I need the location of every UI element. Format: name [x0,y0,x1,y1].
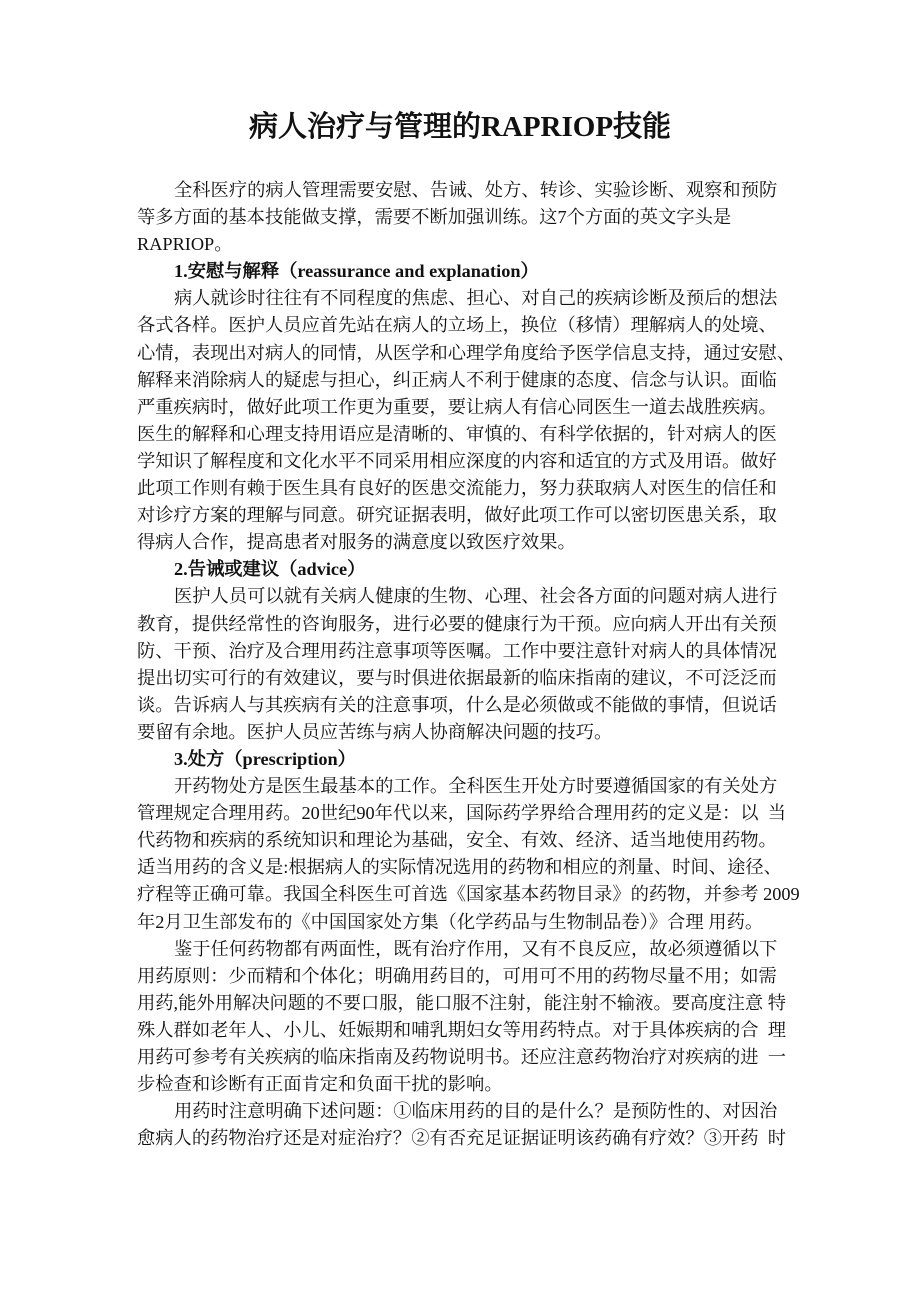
text-line: 管理规定合理用药。20世纪90年代以来，国际药学界给合理用药的定义是：以 当 [137,803,786,824]
paragraph [137,583,817,746]
text-line: 用药,能外用解决问题的不要口服，能口服不注射，能注射不输液。要高度注意 特 [137,992,786,1013]
text-line: 殊人群如老年人、小儿、妊娠期和哺乳期妇女等用药特点。对于具体疾病的合 理 [137,1019,786,1040]
text-line: 开药物处方是医生最基本的工作。全科医生开处方时要遵循国家的有关处方 [174,776,778,797]
text-line: 用药原则：少而精和个体化；明确用药目的，可用可不用的药物尽量不用；如需 [137,965,777,986]
section-heading [137,258,817,285]
section-heading [137,746,817,773]
text-line: 医生的解释和心理支持用语应是清晰的、审慎的、有科学依据的，针对病人的医 [137,423,777,444]
text-line: 教育，提供经常性的咨询服务，进行必要的健康行为干预。应向病人开出有关预 [137,613,777,634]
paragraph [137,773,817,936]
text-line: 适当用药的含义是:根据病人的实际情况选用的药物和相应的剂量、时间、途径、 [137,857,782,878]
text-line: 代药物和疾病的系统知识和理论为基础，安全、有效、经济、适当地使用药物。 [137,830,777,851]
text-line: 对诊疗方案的理解与同意。研究证据表明，做好此项工作可以密切医患关系，取 [137,505,777,526]
paragraph [137,285,817,556]
document-body [137,177,817,1152]
text-line: 用药时注意明确下述问题：①临床用药的目的是什么？是预防性的、对因治 [174,1101,778,1122]
paragraph [137,1098,817,1152]
text-line: 年2月卫生部发布的《中国国家处方集（化学药品与生物制品卷）》合理 用药。 [137,911,764,932]
text-line: 严重疾病时，做好此项工作更为重要，要让病人有信心同医生一道去战胜疾病。 [137,396,777,417]
document-title: 病人治疗与管理的RAPRIOP技能 [248,111,672,143]
text-line: 心情，表现出对病人的同情，从医学和心理学角度给予医学信息支持，通过安慰、 [137,342,796,363]
text-line: 疗程等正确可靠。我国全科医生可首选《国家基本药物目录》的药物，并参考 2009 [137,884,800,905]
text-line: 此项工作则有赖于医生具有良好的医患交流能力，努力获取病人对医生的信任和 [137,478,777,499]
section-heading [137,556,817,583]
text-line: 步检查和诊断有正面肯定和负面干扰的影响。 [137,1074,503,1095]
text-line: 医护人员可以就有关病人健康的生物、心理、社会各方面的问题对病人进行 [174,586,778,607]
text-line: 病人就诊时往往有不同程度的焦虑、担心、对自己的疾病诊断及预后的想法 [174,288,778,309]
paragraph [137,936,817,1099]
text-line: 1.安慰与解释（reassurance and explanation） [174,261,539,282]
text-line: 3.处方（prescription） [174,748,356,769]
text-line: 要留有余地。医护人员应苦练与病人协商解决问题的技巧。 [137,721,613,742]
text-line: 谈。告诉病人与其疾病有关的注意事项，什么是必须做或不能做的事情，但说话 [137,694,777,715]
text-line: 提出切实可行的有效建议，要与时俱进依据最新的临床指南的建议，不可泛泛而 [137,667,777,688]
text-line: 用药可参考有关疾病的临床指南及药物说明书。还应注意药物治疗对疾病的进 一 [137,1047,786,1067]
text-line: 全科医疗的病人管理需要安慰、告诫、处方、转诊、实验诊断、观察和预防 [174,180,778,200]
text-line: 解释来消除病人的疑虑与担心，纠正病人不利于健康的态度、信念与认识。面临 [137,369,777,390]
paragraph [137,177,817,258]
text-line: 学知识了解程度和文化水平不同采用相应深度的内容和适宜的方式及用语。做好 [137,450,777,471]
text-line: 防、干预、治疗及合理用药注意事项等医嘱。工作中要注意针对病人的具体情况 [137,640,777,661]
text-line: 各式各样。医护人员应首先站在病人的立场上，换位（移情）理解病人的处境、 [137,315,777,336]
text-line: 2.告诫或建议（advice） [174,559,366,580]
text-line: RAPRIOP。 [137,234,233,255]
text-line: 鉴于任何药物都有两面性，既有治疗作用，又有不良反应，故必须遵循以下 [174,938,778,959]
text-line: 等多方面的基本技能做支撑，需要不断加强训练。这7个方面的英文字头是 [137,207,732,228]
text-line: 得病人合作，提高患者对服务的满意度以致医疗效果。 [137,532,576,553]
text-line: 愈病人的药物治疗还是对症治疗？②有否充足证据证明该药确有疗效？③开药 时 [137,1128,786,1149]
